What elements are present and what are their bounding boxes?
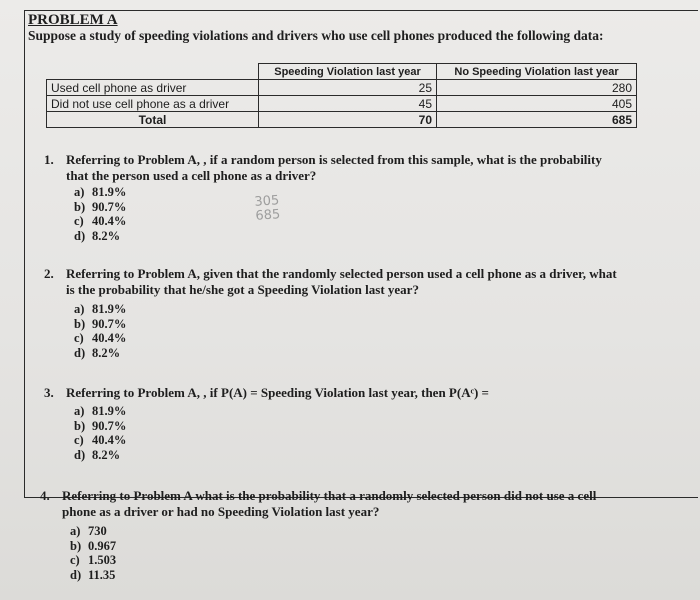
answer-option[interactable] — [70, 524, 116, 539]
option-value: 11.35 — [88, 567, 116, 582]
answer-option[interactable] — [74, 229, 126, 244]
answer-option[interactable] — [74, 331, 126, 346]
option-value: 1.503 — [88, 553, 117, 567]
question-text-line: Referring to Problem A, , if P(A) = Speeding Violation last year, then P(Aᶜ) = — [66, 385, 489, 400]
question-number: 1. — [44, 152, 54, 167]
answer-option[interactable] — [70, 553, 116, 568]
answer-option[interactable] — [70, 539, 116, 554]
option-value: 90.7% — [92, 199, 127, 214]
answer-option[interactable] — [74, 317, 126, 332]
problem-title: PROBLEM A — [28, 12, 118, 28]
option-value: 81.9% — [92, 185, 127, 199]
option-value: 8.2% — [92, 345, 121, 360]
option-letter: b) — [70, 538, 82, 553]
option-letter: c) — [74, 331, 84, 345]
option-value: 8.2% — [92, 228, 121, 243]
option-letter: c) — [74, 214, 84, 228]
pencil-mark: 685 — [254, 207, 281, 224]
question-number: 3. — [44, 385, 54, 400]
problem-intro: Suppose a study of speeding violations and drivers who use cell phones produced the following data: — [28, 28, 604, 43]
option-value: 0.967 — [88, 538, 117, 553]
option-letter: a) — [74, 185, 85, 199]
table-row — [47, 96, 637, 112]
option-letter: a) — [70, 524, 81, 538]
answer-option[interactable] — [74, 346, 126, 361]
question-number: 4. — [40, 488, 50, 503]
question-text-line: that the person used a cell phone as a driver? — [66, 168, 317, 183]
table-row — [47, 80, 637, 96]
answer-option[interactable] — [74, 433, 126, 448]
total-label: Total — [47, 112, 259, 128]
question-text-line: Referring to Problem A what is the probability that a randomly selected person did not use a cell — [62, 488, 597, 503]
answer-option[interactable] — [74, 185, 126, 200]
option-letter: c) — [70, 553, 80, 567]
option-value: 40.4% — [92, 433, 127, 447]
answer-option[interactable] — [74, 302, 126, 317]
header-speeding: Speeding Violation last year — [259, 64, 437, 80]
option-value: 40.4% — [92, 214, 127, 228]
option-letter: b) — [74, 316, 86, 331]
cell-no-speeding: 405 — [437, 96, 637, 112]
option-letter: d) — [70, 567, 82, 582]
option-letter: c) — [74, 433, 84, 447]
option-value: 90.7% — [92, 418, 127, 433]
answer-option[interactable] — [74, 448, 126, 463]
question-text-line: Referring to Problem A, given that the randomly selected person used a cell phone as a driver, what — [66, 266, 617, 281]
option-letter: d) — [74, 345, 86, 360]
table-corner-cell — [47, 64, 259, 80]
option-letter: d) — [74, 228, 86, 243]
option-value: 90.7% — [92, 316, 127, 331]
pencil-annotation — [254, 194, 281, 224]
option-value: 40.4% — [92, 331, 127, 345]
total-speeding: 70 — [259, 112, 437, 128]
option-letter: a) — [74, 302, 85, 316]
option-letter: a) — [74, 404, 85, 418]
answer-option[interactable] — [74, 404, 126, 419]
answer-option[interactable] — [74, 214, 126, 229]
pencil-mark: 305 — [253, 193, 280, 210]
question-text-line: Referring to Problem A, , if a random person is selected from this sample, what is the probability — [66, 152, 602, 167]
answer-option[interactable] — [70, 568, 116, 583]
question-text-line: is the probability that he/she got a Speeding Violation last year? — [66, 282, 419, 297]
cell-speeding: 45 — [259, 96, 437, 112]
row-label: Did not use cell phone as a driver — [47, 96, 259, 112]
option-letter: b) — [74, 418, 86, 433]
table-header-row — [47, 64, 637, 80]
table-total-row — [47, 112, 637, 128]
row-label: Used cell phone as driver — [47, 80, 259, 96]
option-value: 8.2% — [92, 447, 121, 462]
header-no-speeding: No Speeding Violation last year — [437, 64, 637, 80]
cell-speeding: 25 — [259, 80, 437, 96]
answer-option[interactable] — [74, 419, 126, 434]
option-letter: b) — [74, 199, 86, 214]
option-value: 81.9% — [92, 404, 127, 418]
option-value: 81.9% — [92, 302, 127, 316]
data-table — [46, 63, 637, 128]
total-no-speeding: 685 — [437, 112, 637, 128]
question-number: 2. — [44, 266, 54, 281]
question-text-line: phone as a driver or had no Speeding Violation last year? — [62, 504, 380, 519]
option-value: 730 — [88, 524, 107, 538]
option-letter: d) — [74, 447, 86, 462]
cell-no-speeding: 280 — [437, 80, 637, 96]
answer-option[interactable] — [74, 200, 126, 215]
